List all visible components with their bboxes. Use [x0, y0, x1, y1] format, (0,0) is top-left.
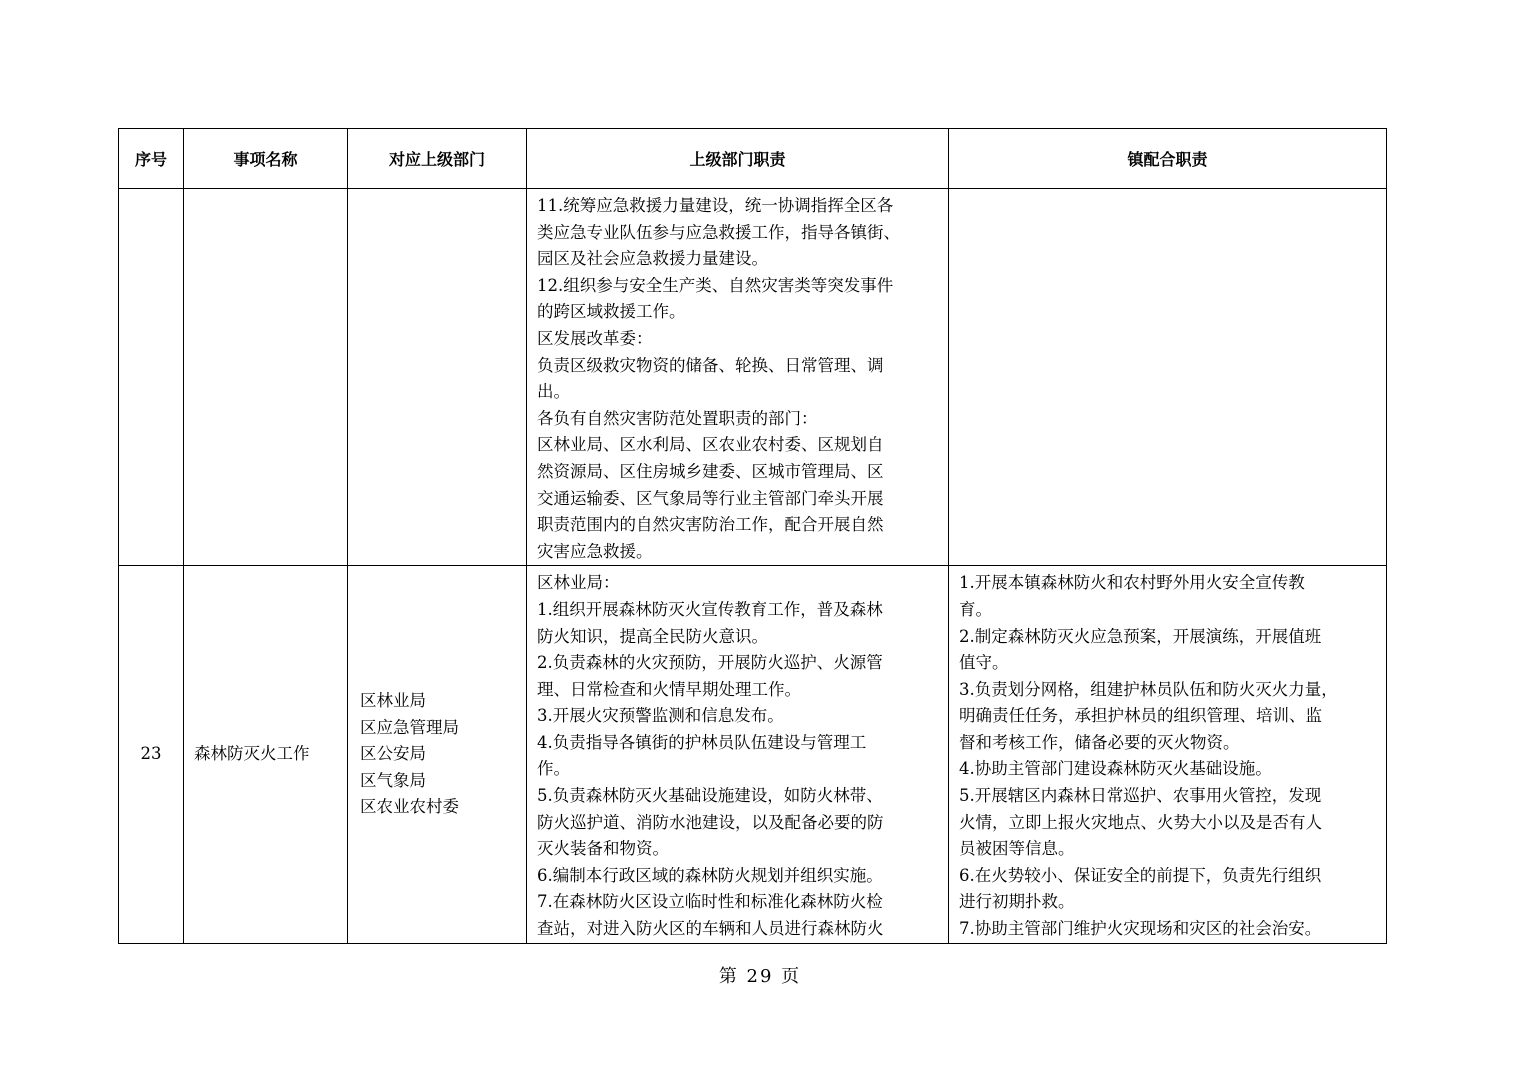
text-line: 交通运输委、区气象局等行业主管部门牵头开展 — [537, 488, 884, 508]
text-line: 区林业局、区水利局、区农业农村委、区规划自 — [537, 435, 884, 455]
text-line: 查站，对进入防火区的车辆和人员进行森林防火 — [537, 919, 884, 939]
text-line: 防火知识，提高全民防火意识。 — [537, 626, 768, 646]
text-line: 区林业局： — [537, 573, 620, 593]
text-line: 12.组织参与安全生产类、自然灾害类等突发事件 — [537, 275, 894, 295]
text-line: 负责区级救灾物资的储备、轮换、日常管理、调 — [537, 355, 884, 375]
text-line: 2.制定森林防灭火应急预案，开展演练，开展值班 — [959, 626, 1322, 646]
text-line: 火情，立即上报火灾地点、火势大小以及是否有人 — [959, 812, 1322, 832]
text-line: 区发展改革委： — [537, 328, 653, 348]
table-row — [119, 566, 1387, 943]
text-line: 灭火装备和物资。 — [537, 839, 669, 859]
header-superior-dept: 对应上级部门 — [348, 129, 527, 189]
text-line: 理、日常检查和火情早期处理工作。 — [537, 679, 801, 699]
text-line: 园区及社会应急救援力量建设。 — [537, 249, 768, 269]
page-number: 第 29 页 — [718, 966, 802, 987]
text-line: 区气象局 — [360, 770, 426, 790]
header-row — [119, 129, 1387, 189]
header-num: 序号 — [119, 129, 184, 189]
text-line: 防火巡护道、消防水池建设，以及配备必要的防 — [537, 812, 884, 832]
text-line: 灾害应急救援。 — [537, 541, 653, 561]
text-line: 类应急专业队伍参与应急救援工作，指导各镇街、 — [537, 222, 900, 242]
header-town-duty: 镇配合职责 — [949, 129, 1387, 189]
duty-table — [118, 128, 1387, 944]
row-depts — [348, 189, 527, 566]
row-num: 23 — [119, 566, 184, 943]
text-line: 进行初期扑救。 — [959, 892, 1075, 912]
text-line: 区农业农村委 — [360, 797, 459, 817]
text-line: 11.统筹应急救援力量建设，统一协调指挥全区各 — [537, 196, 894, 215]
text-line: 2.负责森林的火灾预防，开展防火巡护、火源管 — [537, 653, 883, 673]
text-line: 6.在火势较小、保证安全的前提下，负责先行组织 — [959, 865, 1322, 885]
text-line: 各负有自然灾害防范处置职责的部门： — [537, 408, 818, 428]
text-line: 4.负责指导各镇街的护林员队伍建设与管理工 — [537, 732, 867, 752]
row-superior-duty — [527, 566, 949, 943]
text-line: 作。 — [537, 759, 570, 779]
row-depts — [348, 566, 527, 943]
text-line: 7.协助主管部门维护火灾现场和灾区的社会治安。 — [959, 919, 1322, 939]
table-row — [119, 189, 1387, 566]
text-line: 5.开展辖区内森林日常巡护、农事用火管控，发现 — [959, 786, 1322, 806]
text-line: 区公安局 — [360, 744, 426, 764]
text-line: 4.协助主管部门建设森林防灭火基础设施。 — [959, 759, 1272, 779]
row-item-name: 森林防灭火工作 — [184, 566, 348, 943]
text-line: 5.负责森林防灭火基础设施建设，如防火林带、 — [537, 786, 883, 806]
row-item-name — [184, 189, 348, 566]
row-town-duty — [949, 189, 1387, 566]
header-item-name: 事项名称 — [184, 129, 348, 189]
text-line: 明确责任任务，承担护林员的组织管理、培训、监 — [959, 706, 1322, 726]
row-superior-duty — [527, 189, 949, 566]
header-superior-duty: 上级部门职责 — [527, 129, 949, 189]
text-line: 1.组织开展森林防灭火宣传教育工作，普及森林 — [537, 599, 883, 619]
text-line: 督和考核工作，储备必要的灭火物资。 — [959, 732, 1240, 752]
text-line: 7.在森林防火区设立临时性和标准化森林防火检 — [537, 892, 883, 912]
row-town-duty — [949, 566, 1387, 943]
text-line: 3.负责划分网格，组建护林员队伍和防火灭火力量， — [959, 679, 1338, 699]
text-line: 的跨区域救援工作。 — [537, 302, 686, 322]
text-line: 区林业局 — [360, 690, 426, 710]
text-line: 6.编制本行政区域的森林防火规划并组织实施。 — [537, 865, 883, 885]
text-line: 值守。 — [959, 653, 1009, 673]
text-line: 职责范围内的自然灾害防治工作，配合开展自然 — [537, 515, 884, 535]
text-line: 1.开展本镇森林防火和农村野外用火安全宣传教 — [959, 573, 1305, 593]
text-line: 出。 — [537, 382, 570, 402]
text-line: 育。 — [959, 599, 992, 619]
text-line: 区应急管理局 — [360, 717, 459, 737]
row-num — [119, 189, 184, 566]
text-line: 员被困等信息。 — [959, 839, 1075, 859]
text-line: 然资源局、区住房城乡建委、区城市管理局、区 — [537, 461, 884, 481]
text-line: 3.开展火灾预警监测和信息发布。 — [537, 706, 784, 726]
